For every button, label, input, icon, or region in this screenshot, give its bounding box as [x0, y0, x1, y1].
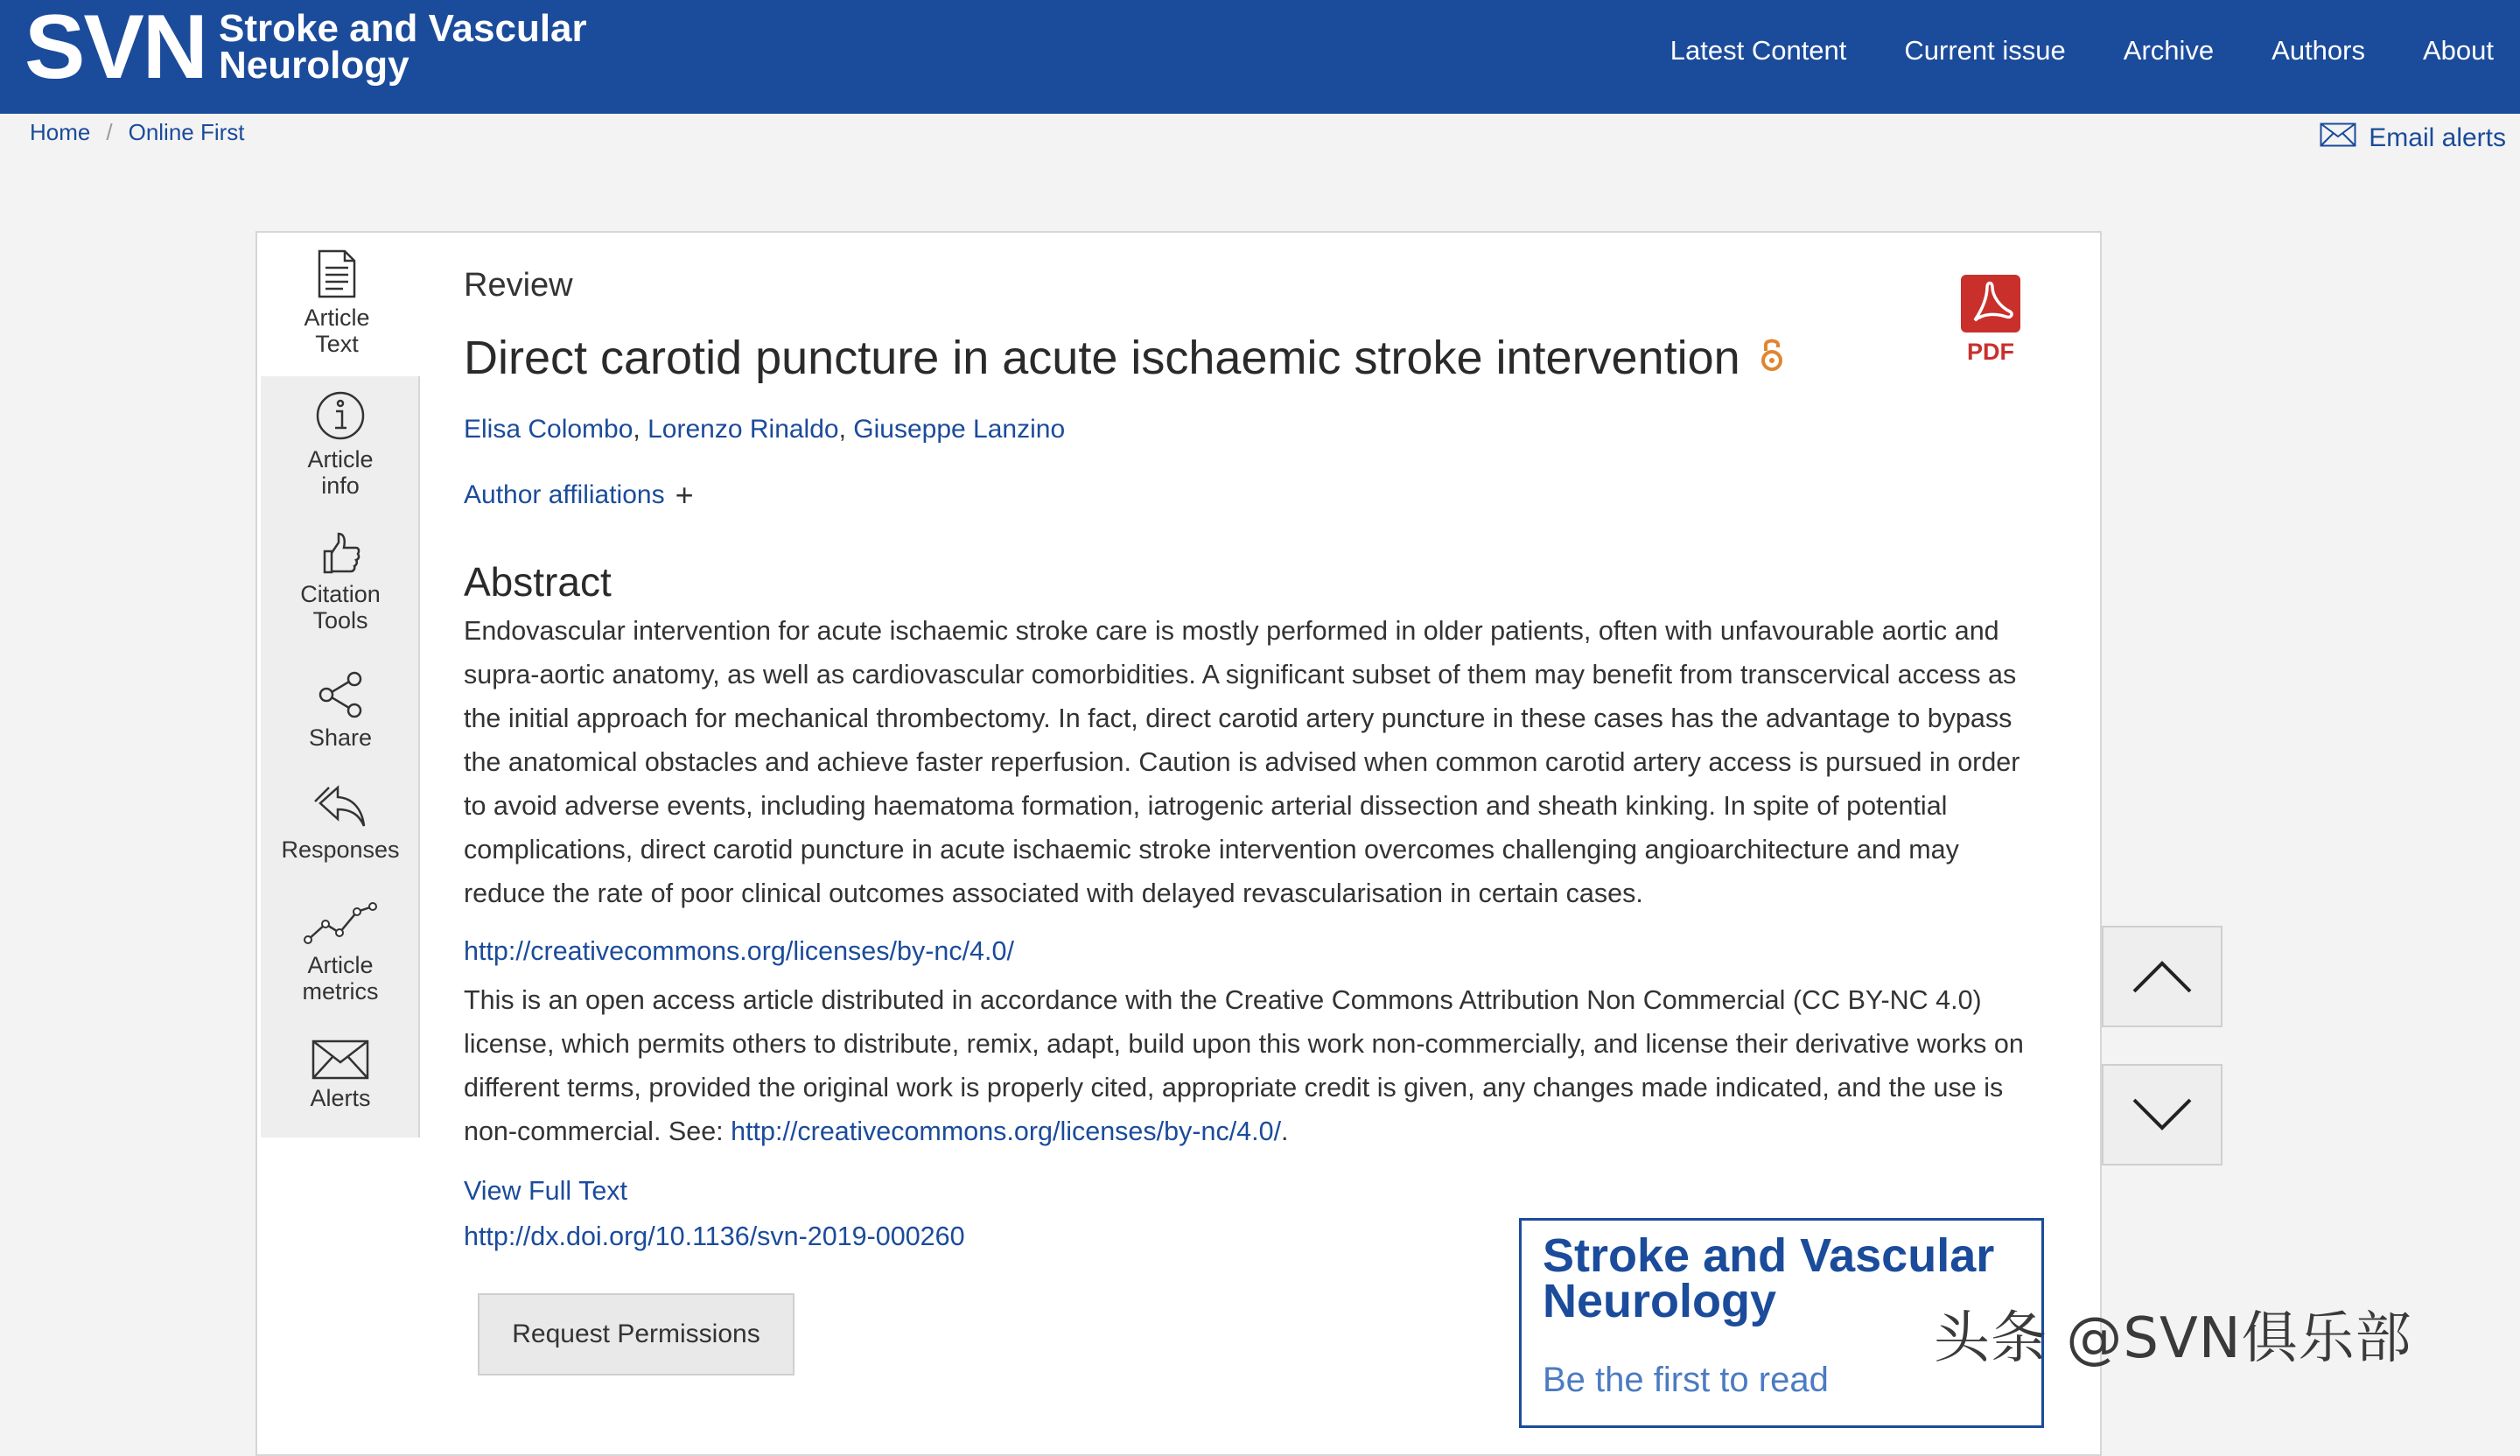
nav-latest-content[interactable]: Latest Content — [1670, 35, 1847, 66]
sidebar-item-label: Article — [307, 952, 374, 978]
doi-link[interactable]: http://dx.doi.org/10.1136/svn-2019-000260 — [464, 1222, 965, 1251]
sidebar-item-label: Article — [304, 304, 370, 331]
author-separator: , — [633, 415, 640, 444]
logo-mark[interactable]: SVN — [24, 0, 206, 98]
sidebar-item-citation-tools[interactable] — [261, 530, 420, 634]
watermark-text: 头条 @SVN俱乐部 — [1934, 1306, 2412, 1371]
reply-icon — [313, 782, 368, 831]
open-access-icon — [1760, 331, 1784, 385]
email-alerts-link[interactable] — [2320, 122, 2506, 154]
license-body: This is an open access article distributed in accordance with the Creative Commons Attribution Non Commercial (CC BY-NC 4.0) license, which permits others to distribute, remix, adapt, build upon this work non-commercially, and license their derivative works on different terms, provided the original work is properly cited, appropriate credit is given, any changes made indicated, and the use is non-commercial. See: — [464, 985, 2024, 1146]
sidebar-item-label: Share — [308, 724, 373, 751]
nav-authors[interactable]: Authors — [2272, 35, 2365, 66]
document-icon — [317, 248, 357, 299]
sidebar-item-label: metrics — [302, 978, 379, 1004]
thumbs-up-icon — [319, 530, 361, 576]
sidebar-item-label: info — [321, 472, 360, 499]
envelope-icon — [312, 1040, 369, 1080]
scroll-up-button[interactable] — [2102, 926, 2222, 1027]
sidebar-item-alerts[interactable] — [261, 1040, 420, 1111]
sidebar-item-article-metrics[interactable] — [261, 901, 420, 1004]
advert-title-line-1: Stroke and Vascular — [1543, 1229, 1995, 1282]
sidebar-item-label: Alerts — [310, 1085, 371, 1111]
pdf-download-button[interactable] — [1958, 275, 2023, 366]
logo-line-1: Stroke and Vascular — [219, 7, 587, 50]
pdf-icon — [1961, 275, 2020, 332]
sidebar-item-label: Responses — [281, 836, 400, 863]
breadcrumb-separator: / — [106, 119, 113, 145]
license-end: . — [1281, 1116, 1289, 1146]
nav-current-issue[interactable]: Current issue — [1904, 35, 2066, 66]
info-icon — [315, 390, 366, 441]
chevron-up-icon — [2132, 959, 2193, 994]
view-full-text-link[interactable]: View Full Text — [464, 1176, 628, 1206]
nav-archive[interactable]: Archive — [2123, 35, 2215, 66]
site-header — [0, 0, 2520, 114]
sidebar-item-article-info[interactable] — [261, 390, 420, 499]
chevron-down-icon — [2132, 1097, 2193, 1132]
sidebar-item-share[interactable] — [261, 670, 420, 751]
logo-text[interactable] — [219, 7, 587, 87]
sidebar-item-responses[interactable] — [261, 782, 420, 863]
advert-title — [1543, 1229, 1995, 1327]
breadcrumb — [30, 119, 245, 146]
abstract-text: Endovascular intervention for acute ischaemic stroke care is mostly performed in older patients, often with unfavourable aortic and supra-aortic anatomy, as well as cardiovascular comorbidities. A significant subset of them may benefit from transcervical access as the initial approach for mechanical thrombectomy. In fact, direct carotid artery puncture in these cases has the advantage to bypass the anatomical obstacles and achieve faster reperfusion. Caution is advised when common carotid artery access is pursued in order to avoid adverse events, including haematoma formation, iatrogenic arterial dissection and sheath kinking. In spite of potential complications, direct carotid puncture in acute ischaemic stroke intervention overcomes challenging angioarchitecture and may reduce the rate of poor clinical outcomes associated with delayed revascularisation in certain cases. — [464, 616, 2020, 908]
share-icon — [316, 670, 365, 719]
scroll-down-button[interactable] — [2102, 1064, 2222, 1166]
request-permissions-button[interactable]: Request Permissions — [478, 1293, 794, 1376]
pdf-label: PDF — [1967, 339, 2014, 365]
license-inline-link[interactable]: http://creativecommons.org/licenses/by-nc/4.0/ — [731, 1116, 1282, 1146]
author-link[interactable]: Elisa Colombo — [464, 415, 634, 444]
sidebar-item-label: Text — [315, 331, 359, 357]
breadcrumb-home[interactable]: Home — [30, 119, 91, 145]
envelope-icon — [2320, 122, 2356, 154]
article-title — [464, 331, 1784, 385]
metrics-icon — [303, 901, 378, 947]
author-separator: , — [838, 415, 846, 444]
main-nav — [1670, 33, 2494, 68]
license-text — [464, 978, 2039, 1153]
sidebar-item-article-text[interactable] — [257, 248, 416, 357]
author-link[interactable]: Giuseppe Lanzino — [853, 415, 1066, 444]
advert-title-line-2: Neurology — [1543, 1275, 1777, 1327]
abstract-heading: Abstract — [464, 559, 612, 605]
sidebar-item-label: Tools — [312, 607, 368, 634]
advert-subtitle: Be the first to read — [1543, 1361, 1829, 1399]
article-type: Review — [464, 267, 573, 304]
sidebar-item-label: Article — [307, 446, 374, 472]
nav-about[interactable]: About — [2422, 35, 2494, 66]
article-title-text: Direct carotid puncture in acute ischaemic stroke intervention — [464, 332, 1740, 384]
email-alerts-label: Email alerts — [2369, 123, 2506, 152]
author-affiliations-toggle[interactable] — [464, 477, 694, 514]
affiliations-label: Author affiliations — [464, 480, 665, 509]
breadcrumb-online-first[interactable]: Online First — [128, 119, 245, 145]
plus-icon: + — [675, 477, 694, 513]
author-list — [464, 415, 1065, 444]
license-link[interactable]: http://creativecommons.org/licenses/by-nc/4.0/ — [464, 936, 1014, 966]
logo-line-2: Neurology — [219, 44, 410, 87]
author-link[interactable]: Lorenzo Rinaldo — [648, 415, 839, 444]
sidebar-item-label: Citation — [300, 581, 381, 607]
